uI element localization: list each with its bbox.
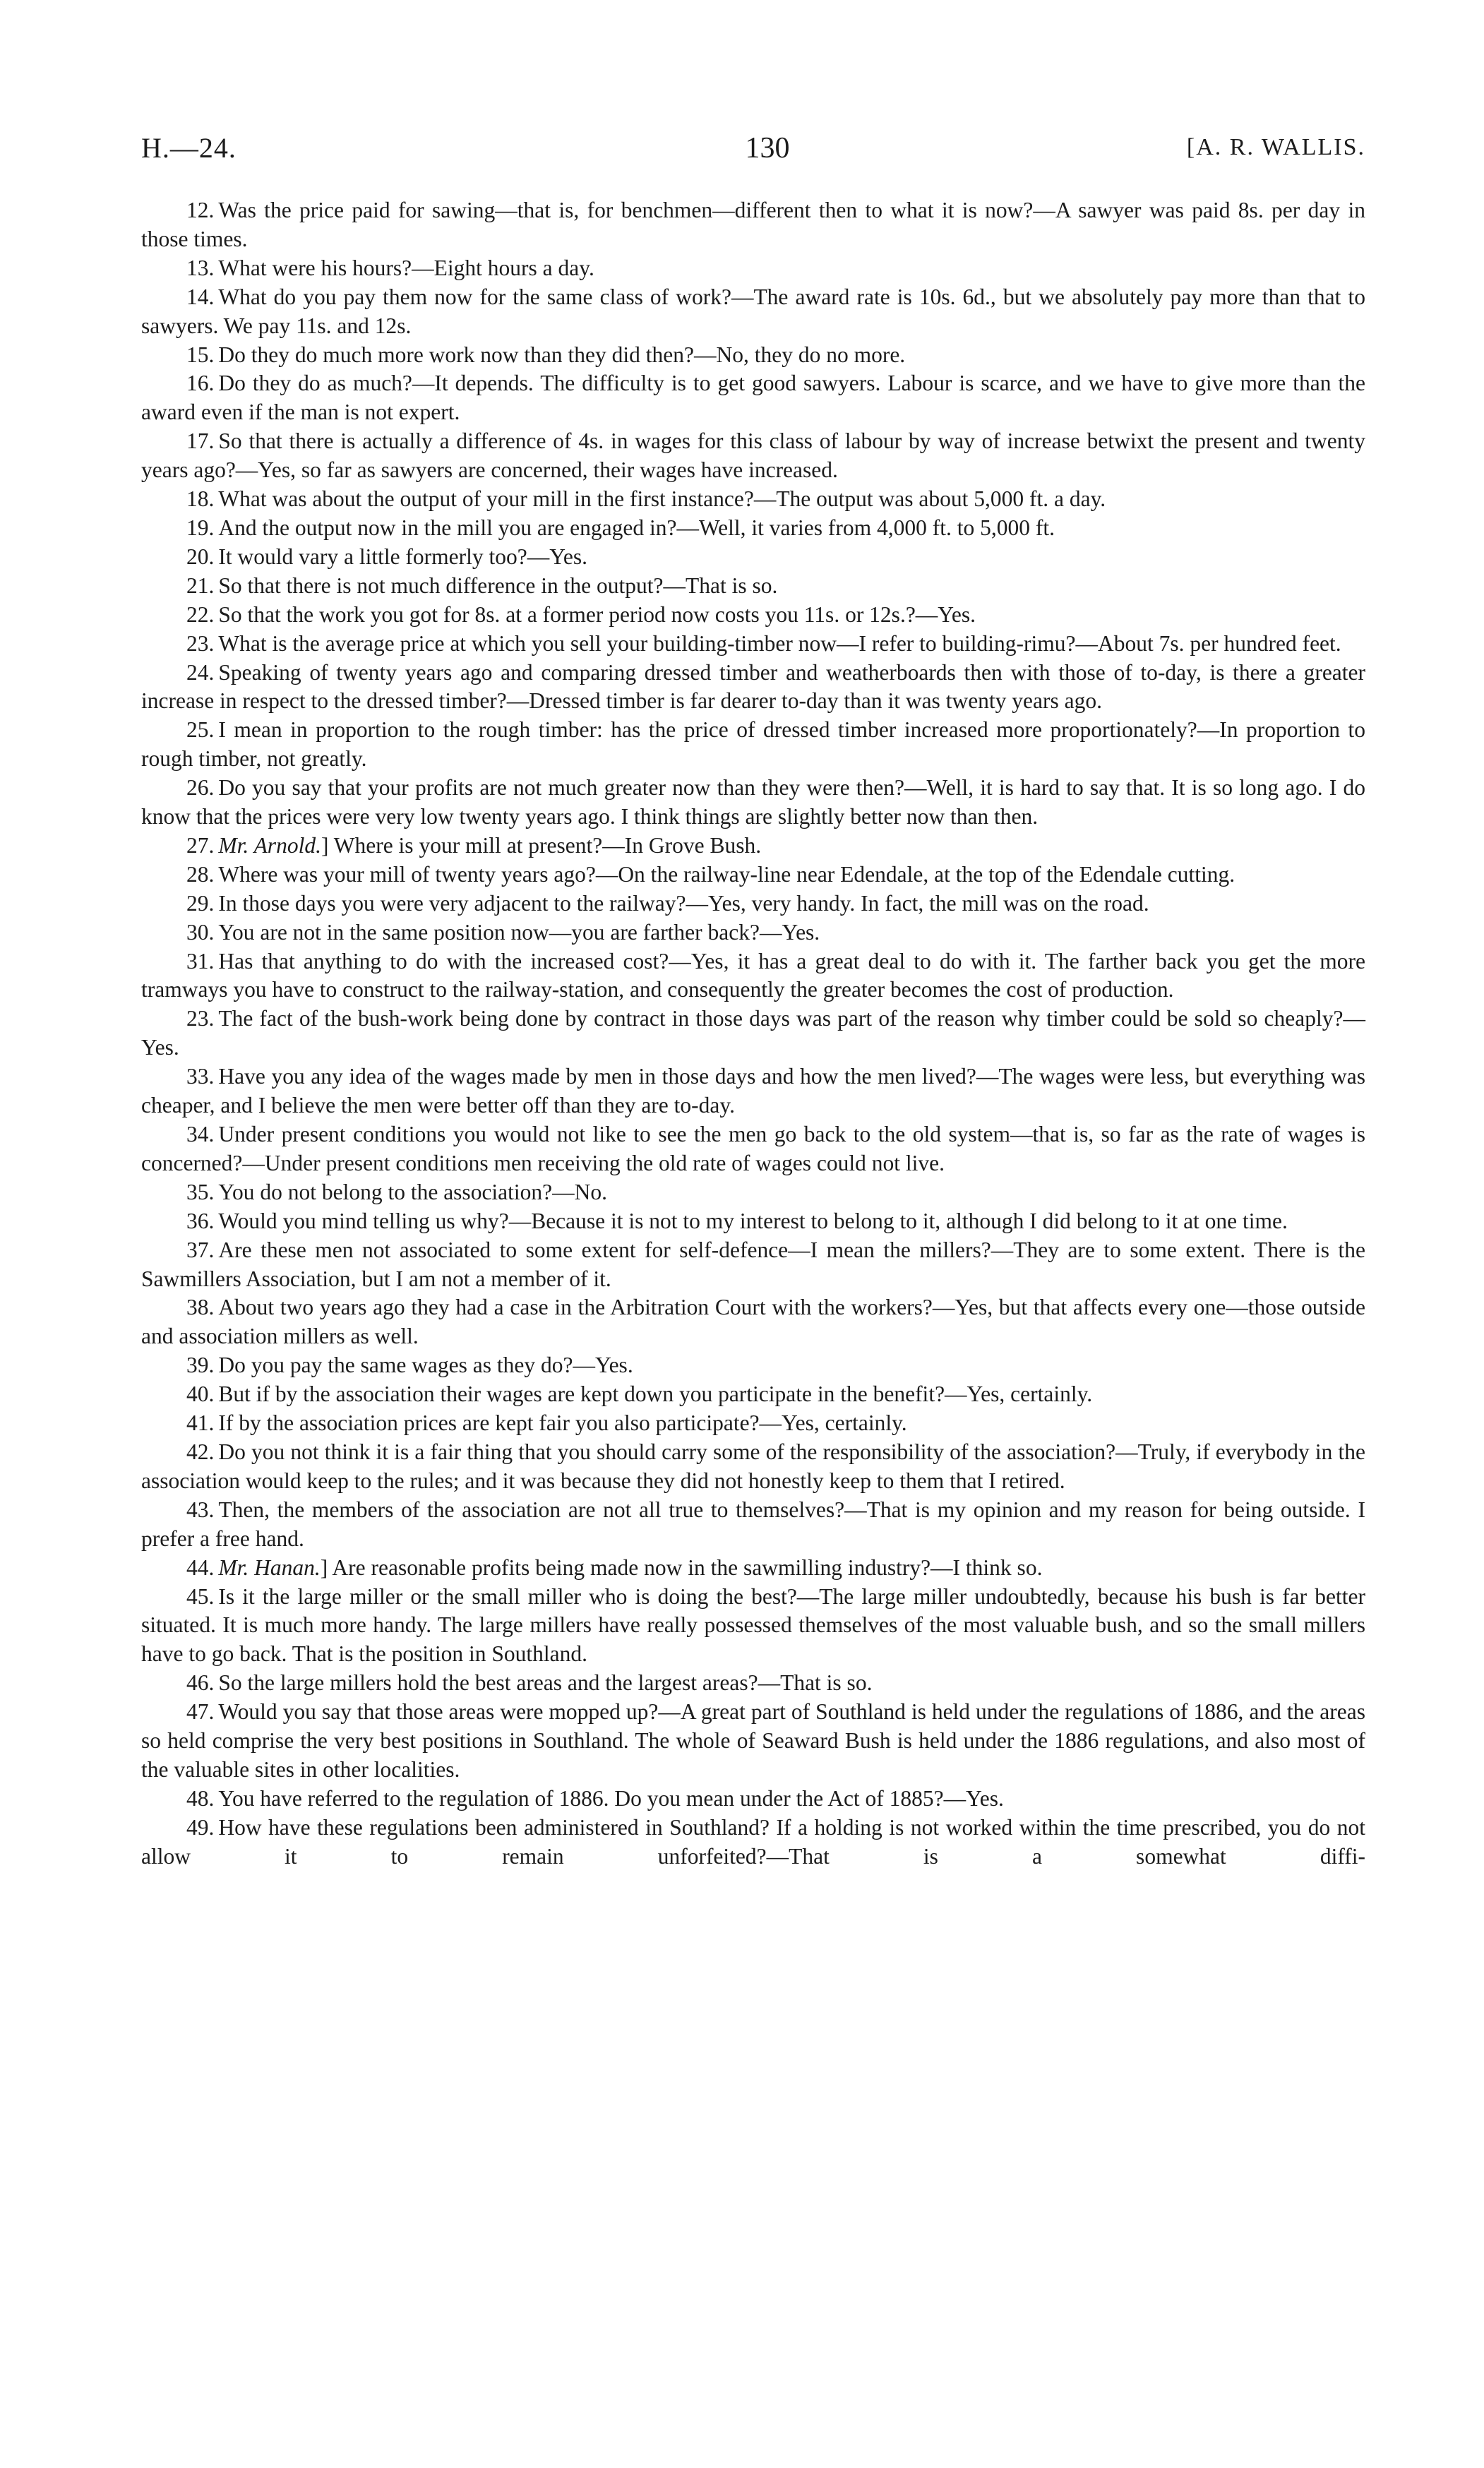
evidence-item — [141, 514, 1365, 543]
evidence-item — [141, 1814, 1365, 1871]
evidence-item — [141, 1178, 1365, 1207]
question-number: 23. — [186, 1006, 215, 1031]
evidence-item — [141, 1380, 1365, 1409]
evidence-item — [141, 369, 1365, 427]
question-answer-text: Have you any idea of the wages made by men in those days and how the men lived?—The wages were less, but everything was cheaper, and I believe the men were better off than they are to-day. — [141, 1064, 1365, 1118]
question-number: 28. — [186, 861, 215, 887]
question-answer-text: Speaking of twenty years ago and comparing dressed timber and weatherboards then with those of to-day, is there a greater increase in respect to the dressed timber?—Dressed timber is far dearer to-day than it was twenty years ago. — [141, 659, 1365, 714]
question-answer-text: It would vary a little formerly too?—Yes. — [218, 544, 587, 569]
question-number: 20. — [186, 544, 215, 569]
question-number: 22. — [186, 601, 215, 627]
question-number: 23. — [186, 630, 215, 656]
question-number: 13. — [186, 255, 215, 280]
question-number: 26. — [186, 775, 215, 801]
page-number: 130 — [745, 132, 790, 164]
question-number: 47. — [186, 1699, 215, 1725]
evidence-item — [141, 659, 1365, 717]
evidence-item — [141, 947, 1365, 1005]
question-answer-text: How have these regulations been administered in Southland? If a holding is not worked within the time prescribed, you do not allow it to remain unforfeited?—That is a somewhat diffi- — [141, 1814, 1365, 1869]
question-number: 31. — [186, 948, 215, 974]
evidence-item — [141, 1207, 1365, 1236]
question-number: 27. — [186, 832, 215, 858]
question-number: 30. — [186, 919, 215, 945]
witness-name: [A. R. WALLIS. — [1186, 134, 1365, 160]
question-answer-text: What was about the output of your mill in the first instance?—The output was about 5,000 ft. a day. — [218, 486, 1106, 512]
evidence-item — [141, 572, 1365, 601]
evidence-item — [141, 1236, 1365, 1294]
question-number: 18. — [186, 486, 215, 512]
question-answer-text: Where was your mill of twenty years ago?—On the railway-line near Edendale, at the top of the Edendale cutting. — [218, 861, 1235, 887]
evidence-item — [141, 1005, 1365, 1062]
question-answer-text: So the large millers hold the best areas and the largest areas?—That is so. — [218, 1670, 873, 1696]
question-number: 33. — [186, 1064, 215, 1089]
question-answer-text: But if by the association their wages are kept down you participate in the benefit?—Yes, certainly. — [218, 1382, 1093, 1407]
question-answer-text: What do you pay them now for the same class of work?—The award rate is 10s. 6d., but we absolutely pay more than that to sawyers. We pay 11s. and 12s. — [141, 284, 1365, 338]
evidence-item — [141, 196, 1365, 254]
question-number: 36. — [186, 1208, 215, 1233]
question-answer-text: About two years ago they had a case in the Arbitration Court with the workers?—Yes, but that affects every one—those outside and association millers as well. — [141, 1295, 1365, 1349]
question-number: 35. — [186, 1179, 215, 1204]
question-number: 12. — [186, 198, 215, 222]
question-number: 42. — [186, 1439, 215, 1464]
question-number: 41. — [186, 1410, 215, 1436]
page-header — [141, 131, 1365, 174]
question-answer-text: You have referred to the regulation of 1886. Do you mean under the Act of 1885?—Yes. — [218, 1785, 1004, 1811]
evidence-item — [141, 427, 1365, 485]
question-number: 46. — [186, 1670, 215, 1696]
question-answer-text: In those days you were very adjacent to the railway?—Yes, very handy. In fact, the mill was on the road. — [218, 890, 1149, 916]
question-answer-text: And the output now in the mill you are engaged in?—Well, it varies from 4,000 ft. to 5,000 ft. — [218, 515, 1055, 540]
question-answer-text: So that there is not much difference in the output?—That is so. — [218, 573, 778, 598]
question-answer-text: Do they do much more work now than they did then?—No, they do no more. — [218, 342, 906, 367]
question-answer-text: Do you pay the same wages as they do?—Yes. — [218, 1353, 633, 1378]
question-answer-text: Would you mind telling us why?—Because it is not to my interest to belong to it, although I did belong to it at one time. — [218, 1208, 1288, 1233]
speaker-name: Mr. Arnold. — [218, 832, 321, 858]
question-number: 16. — [186, 371, 215, 396]
question-answer-text: You do not belong to the association?—No. — [218, 1179, 608, 1204]
question-answer-text: Would you say that those areas were mopped up?—A great part of Southland is held under the regulations of 1886, and the areas so held comprise the very best positions in Southland. The whole of Seaward Bush is held under the 1886 regulations, and also most of the valuable sites in other localities. — [141, 1699, 1365, 1782]
question-number: 40. — [186, 1382, 215, 1407]
evidence-item — [141, 1496, 1365, 1554]
evidence-question-list — [141, 196, 1365, 1871]
evidence-item — [141, 889, 1365, 918]
question-number: 15. — [186, 342, 215, 367]
question-number: 39. — [186, 1353, 215, 1378]
question-answer-text: Are these men not associated to some extent for self-defence—I mean the millers?—They are to some extent. There is the Sawmillers Association, but I am not a member of it. — [141, 1237, 1365, 1291]
evidence-item — [141, 1120, 1365, 1178]
evidence-item — [141, 485, 1365, 514]
evidence-item — [141, 1409, 1365, 1438]
evidence-item — [141, 861, 1365, 889]
evidence-item — [141, 1669, 1365, 1698]
question-answer-text: ] Where is your mill at present?—In Grove Bush. — [321, 832, 762, 858]
question-number: 44. — [186, 1555, 215, 1580]
question-answer-text: So that there is actually a difference of 4s. in wages for this class of labour by way of increase betwixt the present and twenty years ago?—Yes, so far as sawyers are concerned, their wages have increased. — [141, 429, 1365, 483]
evidence-item — [141, 1351, 1365, 1380]
question-number: 49. — [186, 1814, 215, 1840]
question-number: 19. — [186, 515, 215, 540]
question-number: 37. — [186, 1237, 215, 1262]
question-answer-text: Was the price paid for sawing—that is, for benchmen—different then to what it is now?—A sawyer was paid 8s. per day in those times. — [141, 198, 1365, 251]
question-answer-text: Under present conditions you would not like to see the men go back to the old system—that is, so far as the rate of wages is concerned?—Under present conditions men receiving the old rate of wages could not live. — [141, 1122, 1365, 1175]
question-answer-text: Do you say that your profits are not much greater now than they were then?—Well, it is hard to say that. It is so long ago. I do know that the prices were very low twenty years ago. I think things are slightly better now than then. — [141, 775, 1365, 829]
question-number: 48. — [186, 1785, 215, 1811]
evidence-item — [141, 1554, 1365, 1583]
question-answer-text: What is the average price at which you sell your building-timber now—I refer to building-rimu?—About 7s. per hundred feet. — [218, 630, 1341, 656]
question-answer-text: Do you not think it is a fair thing that you should carry some of the responsibility of the association?—Truly, if everybody in the association would keep to the rules; and it was because they did not honestly keep to them that I retired. — [141, 1439, 1365, 1493]
question-answer-text: Then, the members of the association are not all true to themselves?—That is my opinion and my reason for being outside. I prefer a free hand. — [141, 1497, 1365, 1551]
question-answer-text: If by the association prices are kept fair you also participate?—Yes, certainly. — [218, 1410, 907, 1436]
evidence-item — [141, 774, 1365, 832]
parliamentary-paper-reference: H.—24. — [141, 132, 237, 164]
question-number: 43. — [186, 1497, 215, 1522]
question-number: 14. — [186, 284, 215, 309]
question-number: 34. — [186, 1122, 215, 1146]
evidence-item — [141, 1583, 1365, 1670]
question-answer-text: So that the work you got for 8s. at a former period now costs you 11s. or 12s.?—Yes. — [218, 601, 976, 627]
question-number: 45. — [186, 1583, 215, 1609]
question-answer-text: Do they do as much?—It depends. The difficulty is to get good sawyers. Labour is scarce, and we have to give more than the award even if the man is not expert. — [141, 371, 1365, 425]
question-answer-text: The fact of the bush-work being done by contract in those days was part of the reason why timber could be sold so cheaply?—Yes. — [141, 1006, 1365, 1060]
evidence-item — [141, 543, 1365, 572]
evidence-item — [141, 716, 1365, 774]
question-number: 17. — [186, 429, 215, 454]
evidence-item — [141, 254, 1365, 283]
question-number: 29. — [186, 890, 215, 916]
evidence-item — [141, 918, 1365, 947]
question-number: 24. — [186, 659, 215, 685]
question-number: 25. — [186, 717, 215, 743]
evidence-item — [141, 1062, 1365, 1120]
question-answer-text: What were his hours?—Eight hours a day. — [218, 255, 594, 280]
evidence-item — [141, 630, 1365, 659]
evidence-item — [141, 1438, 1365, 1496]
evidence-item — [141, 341, 1365, 370]
question-answer-text: ] Are reasonable profits being made now in the sawmilling industry?—I think so. — [320, 1555, 1043, 1580]
evidence-item — [141, 601, 1365, 630]
evidence-item — [141, 1698, 1365, 1785]
question-number: 21. — [186, 573, 215, 598]
question-answer-text: I mean in proportion to the rough timber: has the price of dressed timber increased more proportionately?—In proportion to rough timber, not greatly. — [141, 717, 1365, 772]
evidence-item — [141, 1293, 1365, 1351]
evidence-item — [141, 1785, 1365, 1814]
question-answer-text: Has that anything to do with the increased cost?—Yes, it has a great deal to do with it. The farther back you get the more tramways you have to construct to the railway-station, and consequently the greater becomes the cost of production. — [141, 948, 1365, 1002]
question-number: 38. — [186, 1295, 215, 1320]
evidence-item — [141, 832, 1365, 861]
speaker-name: Mr. Hanan. — [218, 1555, 321, 1580]
evidence-item — [141, 283, 1365, 341]
question-answer-text: Is it the large miller or the small miller who is doing the best?—The large miller undoubtedly, because his bush is far better situated. It is much more handy. The large millers have really possessed themselves of the most valuable bush, and so the small millers have to go back. That is the position in Southland. — [141, 1583, 1365, 1667]
question-answer-text: You are not in the same position now—you are farther back?—Yes. — [218, 919, 820, 945]
